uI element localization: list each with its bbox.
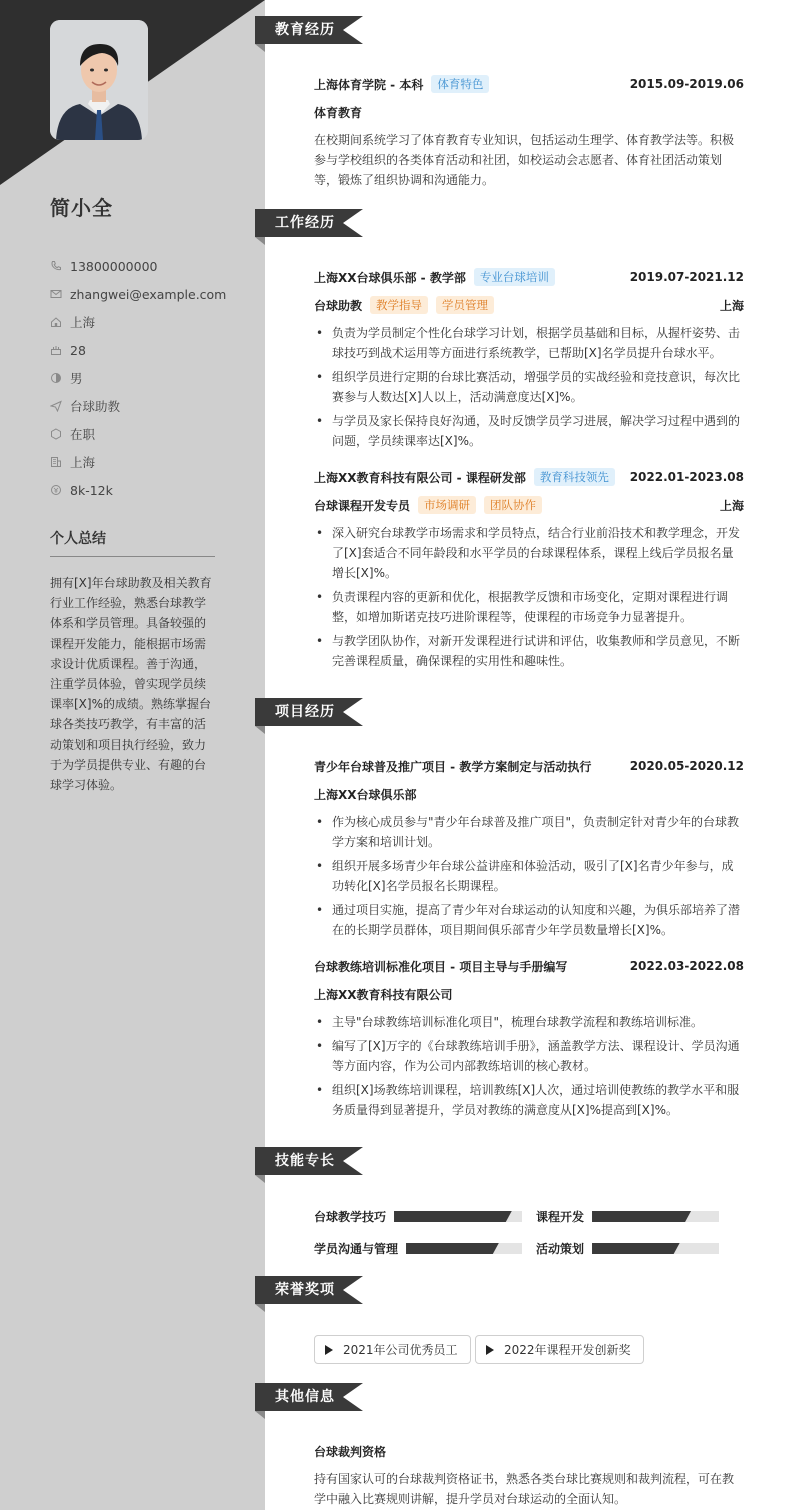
avatar (50, 20, 148, 140)
section-header-honors (255, 1276, 365, 1304)
school-name: 上海体育学院 - 本科 (314, 77, 424, 92)
project-date: 2020.05-2020.12 (629, 759, 744, 773)
role-tag: 团队协作 (484, 496, 542, 514)
list-item: • 组织[X]场教练培训课程，培训教练[X]人次，通过培训使教练的教学水平和服务质量得到显著提升，学员对教练的满意度从[X]%提高到[X]%。 (314, 1080, 744, 1120)
skill-bar-fill (406, 1243, 499, 1254)
status-icon (50, 428, 62, 440)
skill-item (314, 1208, 522, 1225)
project-date: 2022.03-2022.08 (629, 959, 744, 973)
work-header (314, 467, 744, 487)
work-location: 上海 (719, 298, 744, 313)
education-date: 2015.09-2019.06 (629, 77, 744, 91)
skill-name: 活动策划 (536, 1242, 585, 1256)
section-title: 工作经历 (275, 215, 335, 231)
skill-bar (394, 1211, 522, 1222)
info-text: 上海 (70, 315, 96, 330)
project-header (314, 956, 744, 976)
list-item: • 组织学员进行定期的台球比赛活动，增强学员的实战经验和竞技意识，每次比赛参与人数达[X]人以上，活动满意度达[X]%。 (314, 367, 744, 407)
section-title: 项目经历 (275, 704, 335, 720)
skill-bar-fill (592, 1211, 691, 1222)
list-item: • 组织开展多场青少年台球公益讲座和体验活动，吸引了[X]名青少年参与，成功转化[X]名学员报名长期课程。 (314, 856, 744, 896)
info-salary (50, 476, 240, 504)
section-title: 其他信息 (275, 1389, 335, 1405)
award-badge (475, 1335, 644, 1364)
mail-icon (50, 288, 62, 300)
phone-icon (50, 260, 62, 272)
candidate-name: 简小全 (50, 196, 113, 220)
project-bullets (314, 1012, 744, 1124)
skill-name: 课程开发 (536, 1210, 585, 1224)
certificate-title: 台球裁判资格 (314, 1444, 387, 1459)
work-date: 2022.01-2023.08 (629, 470, 744, 484)
work-role-row (314, 495, 744, 515)
info-text: 28 (70, 342, 86, 358)
list-item: • 与学员及家长保持良好沟通，及时反馈学员学习进展，解决学习过程中遇到的问题，学员续课率达[X]%。 (314, 411, 744, 451)
section-header-work (255, 209, 365, 237)
sidebar (0, 0, 265, 1510)
info-text: 13800000000 (70, 258, 158, 274)
role-tag: 市场调研 (418, 496, 476, 514)
list-item: • 编写了[X]万字的《台球教练培训手册》，涵盖教学方法、课程设计、学员沟通等方面内容，作为公司内部教练培训的核心教材。 (314, 1036, 744, 1076)
info-city (50, 448, 240, 476)
skill-item (536, 1208, 719, 1225)
info-phone (50, 252, 240, 280)
info-status (50, 420, 240, 448)
other-title-row (314, 1441, 744, 1461)
major: 体育教育 (314, 105, 363, 120)
school-tag: 体育特色 (431, 75, 489, 93)
info-residence (50, 308, 240, 336)
info-text: zhangwei@example.com (70, 286, 227, 302)
project-bullets (314, 812, 744, 944)
info-position (50, 392, 240, 420)
work-location: 上海 (719, 498, 744, 513)
company-tag: 专业台球培训 (474, 268, 555, 286)
skill-name: 台球教学技巧 (314, 1210, 387, 1224)
skill-item (314, 1240, 522, 1257)
info-text: 在职 (70, 427, 96, 442)
education-header (314, 74, 744, 94)
section-header-skills (255, 1147, 365, 1175)
list-item: • 与教学团队协作，对新开发课程进行试讲和评估，收集教师和学员意见，不断完善课程质量，确保课程的实用性和趣味性。 (314, 631, 744, 671)
company-tag: 教育科技领先 (534, 468, 615, 486)
cake-icon (50, 344, 62, 356)
work-role-row (314, 295, 744, 315)
project-org-row (314, 784, 744, 804)
company-name: 上海XX台球俱乐部 - 教学部 (314, 270, 466, 285)
project-title: 台球教练培训标准化项目 - 项目主导与手册编写 (314, 959, 568, 974)
info-text: 上海 (70, 455, 96, 470)
skill-item (536, 1240, 719, 1257)
skill-bar-fill (394, 1211, 512, 1222)
list-item: • 负责为学员制定个性化台球学习计划，根据学员基础和目标，从握杆姿势、击球技巧到战术运用等方面进行系统教学，已帮助[X]名学员提升台球水平。 (314, 323, 744, 363)
gender-icon (50, 372, 62, 384)
list-item: • 作为核心成员参与"青少年台球普及推广项目"，负责制定针对青少年的台球教学方案和培训计划。 (314, 812, 744, 852)
skill-bar (406, 1243, 522, 1254)
summary-text: 拥有[X]年台球助教及相关教育行业工作经验，熟悉台球教学体系和学员管理。具备较强的课程开发能力，能根据市场需求设计优质课程。善于沟通，注重学员体验，曾实现学员续课率[X]%的成绩。熟练掌握台球各类技巧教学，有丰富的活动策划和项目执行经验，致力于为学员提供专业、有趣的台球学习体验。 (50, 576, 212, 793)
skill-bar (592, 1243, 719, 1254)
info-email (50, 280, 240, 308)
award-label: 2022年课程开发创新奖 (504, 1343, 631, 1357)
list-item: • 通过项目实施，提高了青少年对台球运动的认知度和兴趣，为俱乐部培养了潜在的长期学员群体，项目期间俱乐部青少年学员数量增长[X]%。 (314, 900, 744, 940)
skill-bar-fill (592, 1243, 680, 1254)
send-icon (50, 400, 62, 412)
education-major-row (314, 102, 744, 122)
skill-name: 学员沟通与管理 (314, 1242, 399, 1256)
role-tag: 教学指导 (370, 296, 428, 314)
info-gender (50, 364, 240, 392)
section-header-education (255, 16, 365, 44)
section-header-other (255, 1383, 365, 1411)
work-date: 2019.07-2021.12 (629, 270, 744, 284)
project-org-row (314, 984, 744, 1004)
section-title: 教育经历 (275, 22, 335, 38)
company-name: 上海XX教育科技有限公司 - 课程研发部 (314, 470, 526, 485)
work-header (314, 267, 744, 287)
info-text: 8k-12k (70, 482, 113, 498)
contact-info-list (50, 252, 240, 504)
section-title: 技能专长 (275, 1153, 335, 1169)
project-org: 上海XX台球俱乐部 (314, 787, 417, 802)
home-icon (50, 316, 62, 328)
certificate-description: 持有国家认可的台球裁判资格证书，熟悉各类台球比赛规则和裁判流程，可在教学中融入比赛规则讲解，提升学员对台球运动的全面认知。 (314, 1472, 735, 1506)
summary-title: 个人总结 (50, 528, 215, 557)
section-title: 荣誉奖项 (275, 1282, 335, 1298)
info-age (50, 336, 240, 364)
list-item: • 负责课程内容的更新和优化，根据教学反馈和市场变化，定期对课程进行调整，如增加斯诺克技巧进阶课程等，使课程的市场竞争力显著提升。 (314, 587, 744, 627)
list-item: • 深入研究台球教学市场需求和学员特点，结合行业前沿技术和教学理念，开发了[X]套适合不同年龄段和水平学员的台球课程体系，课程上线后学员报名量增长[X]%。 (314, 523, 744, 583)
play-triangle-icon (486, 1345, 494, 1355)
info-text: 男 (70, 371, 83, 386)
building-icon (50, 456, 62, 468)
info-text: 台球助教 (70, 399, 121, 414)
salary-icon (50, 484, 62, 496)
award-label: 2021年公司优秀员工 (343, 1343, 458, 1357)
work-bullets (314, 523, 744, 675)
project-title: 青少年台球普及推广项目 - 教学方案制定与活动执行 (314, 759, 592, 774)
award-badge (314, 1335, 471, 1364)
job-role: 台球助教 (314, 298, 363, 313)
section-header-project (255, 698, 365, 726)
job-role: 台球课程开发专员 (314, 498, 411, 513)
role-tag: 学员管理 (436, 296, 494, 314)
education-description: 在校期间系统学习了体育教育专业知识，包括运动生理学、体育教学法等。积极参与学校组织的各类体育活动和社团，如校运动会志愿者、体育社团活动策划等，锻炼了组织协调和沟通能力。 (314, 133, 735, 187)
play-triangle-icon (325, 1345, 333, 1355)
list-item: • 主导"台球教练培训标准化项目"，梳理台球教学流程和教练培训标准。 (314, 1012, 744, 1032)
project-org: 上海XX教育科技有限公司 (314, 987, 453, 1002)
work-bullets (314, 323, 744, 455)
skill-bar (592, 1211, 719, 1222)
project-header (314, 756, 744, 776)
